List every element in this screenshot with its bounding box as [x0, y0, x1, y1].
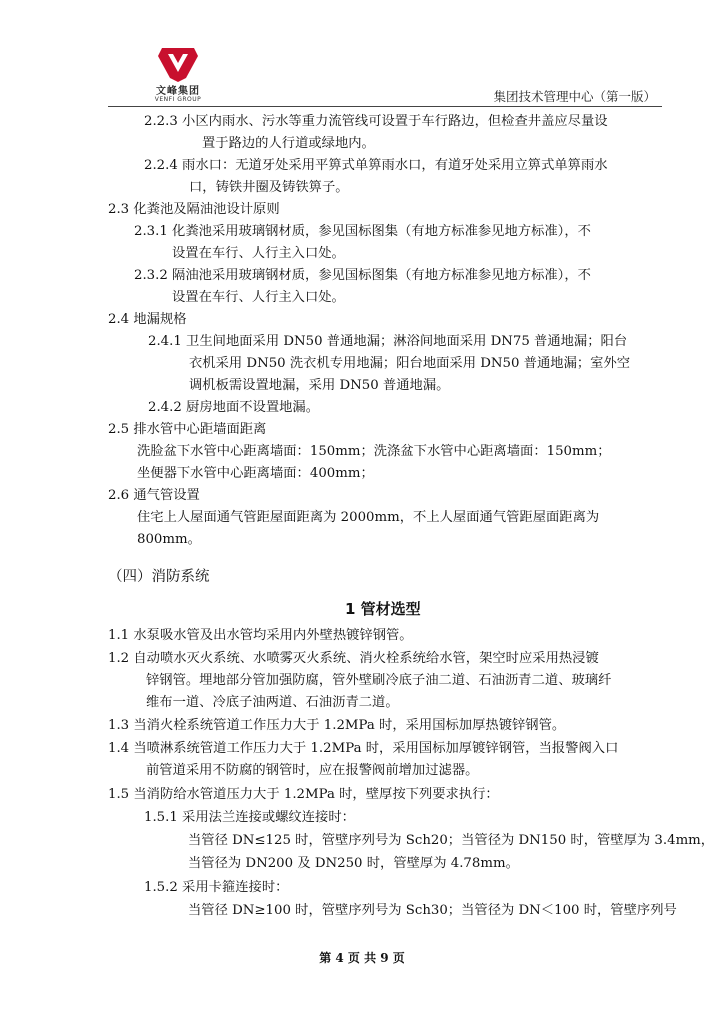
text-line: 锌钢管。埋地部分管加强防腐，管外壁刷冷底子油二道、石油沥青二道、玻璃纤 — [146, 673, 612, 688]
document-header-title: 集团技术管理中心（第一版） — [493, 89, 656, 104]
text-line: 1.5.1 采用法兰连接或螺纹连接时： — [144, 810, 355, 825]
text-line: 口，铸铁井圈及铸铁箅子。 — [189, 180, 349, 195]
text-line: 坐便器下水管中心距离墙面：400mm； — [137, 466, 374, 481]
text-line: 当管径 DN≥100 时，管壁序列号为 Sch30；当管径为 DN＜100 时，管壁序列号 — [188, 903, 677, 918]
section-heading: 2.4 地漏规格 — [108, 312, 187, 327]
chapter-heading: （四）消防系统 — [108, 569, 210, 585]
header-divider — [108, 106, 662, 107]
text-line: 设置在车行、人行主入口处。 — [172, 290, 345, 305]
text-line: 当管径 DN≤125 时，管壁序列号为 Sch20；当管径为 DN150 时，管壁厚为 3.4mm， — [188, 833, 715, 848]
text-line: 2.4.1 卫生间地面采用 DN50 普通地漏；淋浴间地面采用 DN75 普通地漏；阳台 — [148, 334, 628, 349]
text-line: 维布一道、冷底子油两道、石油沥青二道。 — [146, 695, 399, 710]
text-line: 1.2 自动喷水灭火系统、水喷雾灭火系统、消火栓系统给水管，架空时应采用热浸镀 — [108, 651, 599, 666]
text-line: 2.2.4 雨水口：无道牙处采用平箅式单箅雨水口，有道牙处采用立箅式单箅雨水 — [144, 158, 608, 173]
text-line: 1.1 水泵吸水管及出水管均采用内外壁热镀锌钢管。 — [108, 628, 413, 643]
text-line: 800mm。 — [137, 532, 201, 547]
text-line: 调机板需设置地漏，采用 DN50 普通地漏。 — [189, 378, 450, 393]
text-line: 洗脸盆下水管中心距离墙面：150mm；洗涤盆下水管中心距离墙面：150mm； — [137, 444, 611, 459]
text-line: 1.5.2 采用卡箍连接时： — [144, 880, 289, 895]
brand-name-en: VENFI GROUP — [154, 96, 202, 103]
text-line: 前管道采用不防腐的钢管时，应在报警阀前增加过滤器。 — [146, 763, 479, 778]
logo-emblem-icon — [148, 44, 208, 84]
text-line: 衣机采用 DN50 洗衣机专用地漏；阳台地面采用 DN50 普通地漏；室外空 — [189, 356, 631, 371]
subsection-title: 1 管材选型 — [345, 600, 421, 618]
text-line: 住宅上人屋面通气管距屋面距离为 2000mm，不上人屋面通气管距屋面距离为 — [137, 510, 600, 525]
text-line: 设置在车行、人行主入口处。 — [172, 246, 345, 261]
company-logo — [148, 44, 208, 106]
section-heading: 2.5 排水管中心距墙面距离 — [108, 422, 267, 437]
page-footer: 第 4 页 共 9 页 — [319, 951, 405, 965]
text-line: 1.5 当消防给水管道压力大于 1.2MPa 时，壁厚按下列要求执行： — [108, 787, 499, 802]
text-line: 2.3.1 化粪池采用玻璃钢材质，参见国标图集（有地方标准参见地方标准），不 — [134, 224, 591, 239]
text-line: 2.3.2 隔油池采用玻璃钢材质，参见国标图集（有地方标准参见地方标准），不 — [134, 268, 591, 283]
text-line: 2.4.2 厨房地面不设置地漏。 — [148, 400, 320, 415]
text-line: 1.4 当喷淋系统管道工作压力大于 1.2MPa 时，采用国标加厚镀锌钢管，当报警阀入口 — [108, 741, 619, 756]
text-line: 置于路边的人行道或绿地内。 — [202, 136, 375, 151]
text-line: 当管径为 DN200 及 DN250 时，管壁厚为 4.78mm。 — [188, 856, 519, 871]
section-heading: 2.6 通气管设置 — [108, 488, 200, 503]
section-heading: 2.3 化粪池及隔油池设计原则 — [108, 202, 280, 217]
brand-name-cn: 文峰集团 — [156, 86, 200, 97]
text-line: 1.3 当消火栓系统管道工作压力大于 1.2MPa 时，采用国标加厚热镀锌钢管。 — [108, 718, 566, 733]
text-line: 2.2.3 小区内雨水、污水等重力流管线可设置于车行路边，但检查井盖应尽量设 — [144, 114, 608, 129]
